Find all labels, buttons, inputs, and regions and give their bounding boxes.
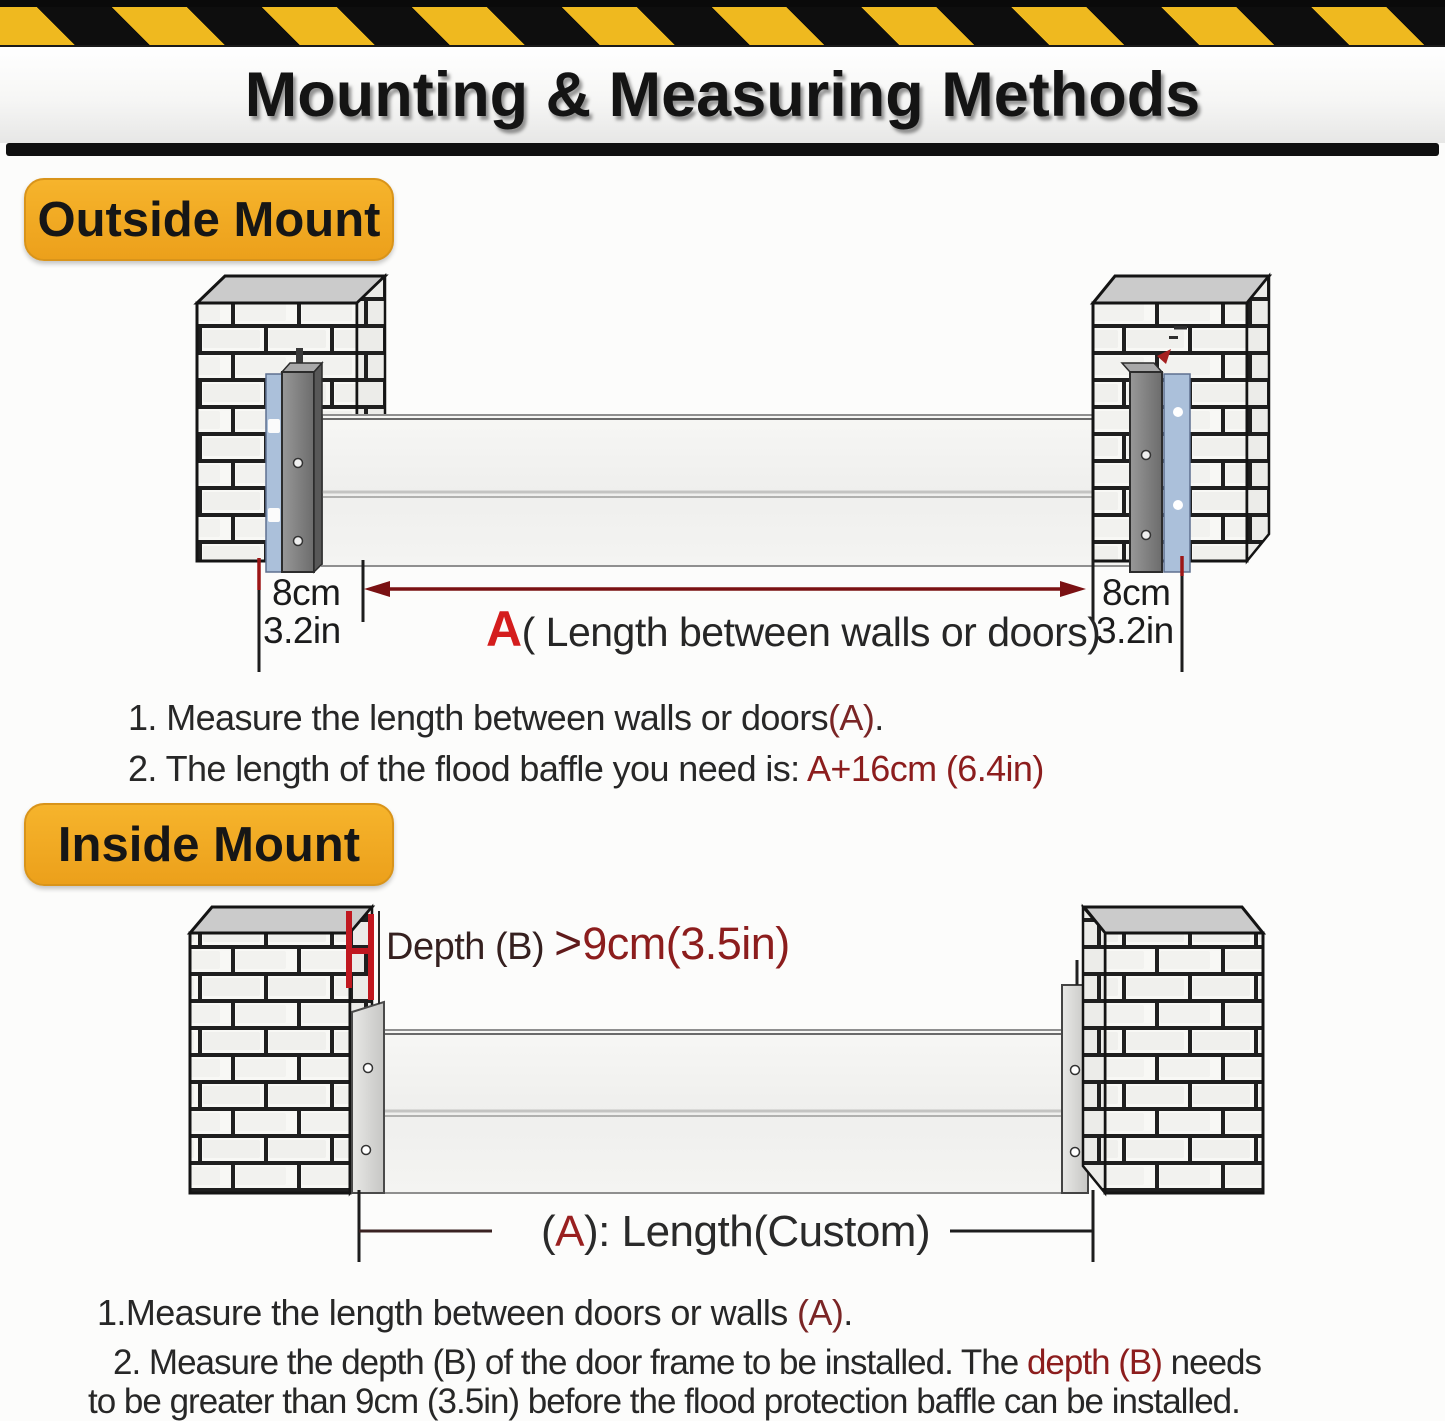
outside-step-2: 2. The length of the flood baffle you need is: A+16cm (6.4in)	[128, 748, 1044, 789]
inside-step-2-line-1: 2. Measure the depth (B) of the door frame to be installed. The depth (B) needs	[113, 1343, 1262, 1382]
outside-barrier-panels	[322, 415, 1130, 566]
outside-right-offset-cm: 8cm	[1102, 572, 1171, 613]
outside-mount-badge-label: Outside Mount	[37, 192, 381, 247]
span-dimension-arrow	[364, 581, 1086, 597]
span-length-label	[486, 600, 1100, 658]
outside-left-mount-channel	[266, 348, 322, 572]
outside-mount-badge	[24, 178, 394, 261]
greater-than-symbol: >	[554, 917, 583, 970]
custom-length-label-a: A	[555, 1207, 585, 1256]
inside-step-1: 1.Measure the length between doors or walls (A).	[97, 1292, 853, 1333]
header-divider-bar	[6, 143, 1439, 156]
outside-left-offset-cm: 8cm	[272, 572, 341, 613]
depth-label-prefix: Depth (B)	[386, 926, 555, 968]
page-title: Mounting & Measuring Methods	[244, 60, 1201, 130]
depth-requirement-label	[386, 916, 790, 971]
custom-length-label: (A): Length(Custom)	[541, 1207, 931, 1256]
span-length-label-text: ( Length between walls or doors)	[521, 609, 1101, 655]
depth-label-value: 9cm(3.5in)	[582, 918, 790, 969]
span-length-label-a: A	[486, 601, 522, 657]
outside-left-offset-in: 3.2in	[263, 610, 341, 651]
inside-step-2-line-2: to be greater than 9cm (3.5in) before the flood protection baffle can be installed.	[88, 1382, 1240, 1421]
caution-tape-stripe	[0, 0, 1445, 47]
inside-right-pillar	[1083, 907, 1263, 1193]
inside-left-mount-channel	[352, 1002, 384, 1193]
outside-step-1: 1. Measure the length between walls or doors(A).	[128, 697, 884, 738]
outside-right-offset-in: 3.2in	[1096, 610, 1174, 651]
inside-barrier-panels	[384, 1030, 1062, 1193]
inside-left-pillar	[190, 907, 372, 1193]
inside-mount-badge-label: Inside Mount	[57, 817, 361, 872]
title-banner	[0, 47, 1445, 143]
inside-mount-badge	[24, 803, 394, 886]
